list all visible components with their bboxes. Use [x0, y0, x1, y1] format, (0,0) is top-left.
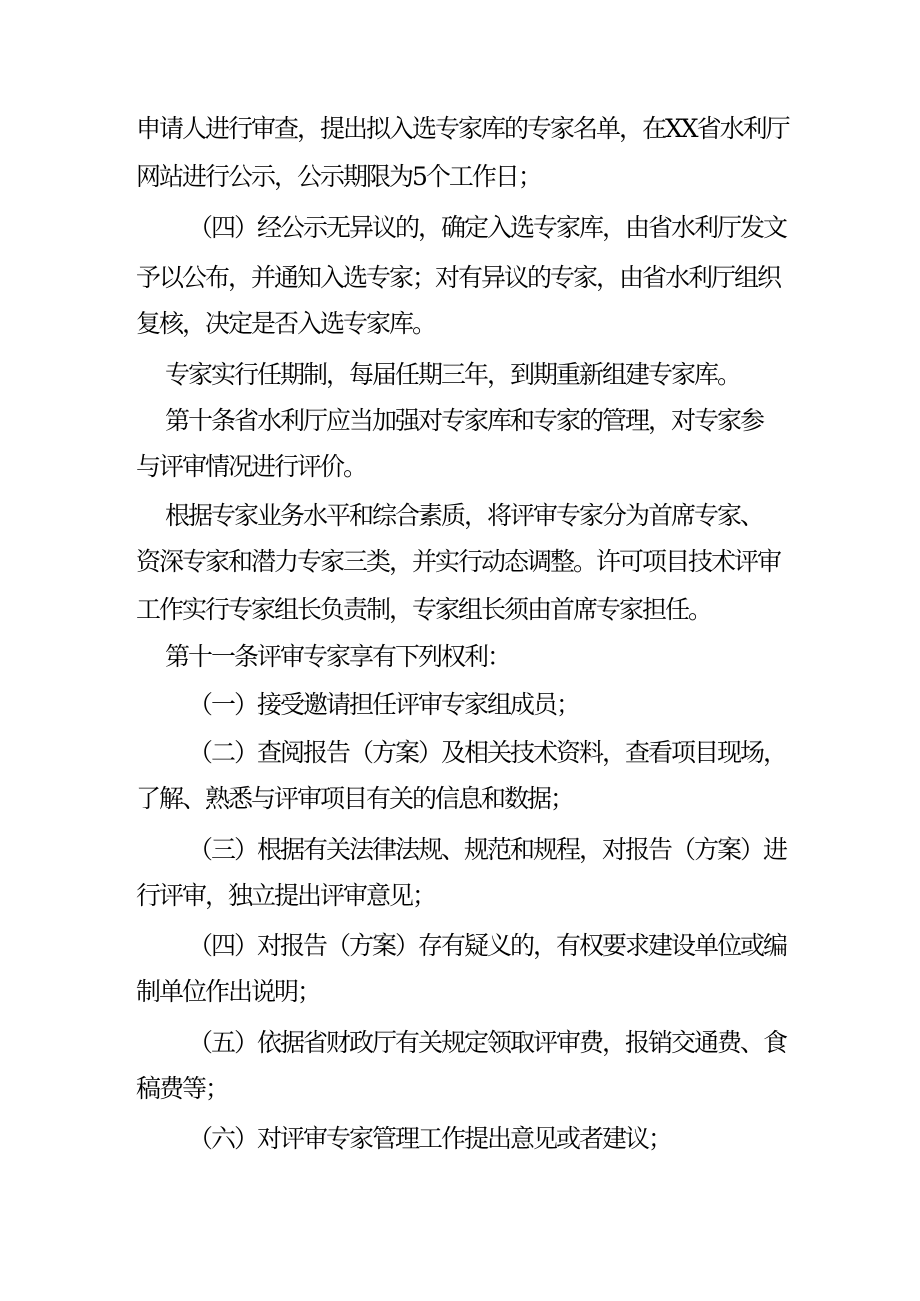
text-line: 制单位作出说明； [136, 977, 321, 1006]
text-line: 第十条省水利厅应当加强对专家库和专家的管理，对专家参 [165, 406, 764, 435]
text-line: 资深专家和潜力专家三类，并实行动态调整。许可项目技术评审 [136, 547, 781, 576]
text-line: （五）依据省财政厅有关规定领取评审费，报销交通费、食 [188, 1028, 787, 1057]
text-line: 与评审情况进行评价。 [136, 452, 367, 481]
text-line: 了解、熟悉与评审项目有关的信息和数据； [136, 784, 574, 813]
text-line: 工作实行专家组长负责制，专家组长须由首席专家担任。 [136, 595, 712, 624]
text-line: 申请人进行审查，提出拟入选专家库的专家名单，在XX省水利厅 [136, 114, 789, 143]
text-line: 根据专家业务水平和综合素质，将评审专家分为首席专家、 [165, 501, 764, 530]
text-line: （三）根据有关法律法规、规范和规程，对报告（方案）进 [188, 835, 787, 864]
text-line: 行评审，独立提出评审意见； [136, 881, 436, 910]
text-line: 复核，决定是否入选专家库。 [136, 309, 436, 338]
text-line: （六）对评审专家管理工作提出意见或者建议； [188, 1124, 672, 1153]
text-line: （四）经公示无异议的，确定入选专家库，由省水利厅发文 [188, 213, 787, 242]
text-line: （一）接受邀请担任评审专家组成员； [188, 690, 580, 719]
text-line: 第十一条评审专家享有下列权利： [165, 642, 511, 671]
text-line: 稿费等； [136, 1074, 229, 1103]
text-line: 网站进行公示，公示期限为5个工作日； [136, 162, 541, 191]
text-line: 予以公布，并通知入选专家；对有异议的专家，由省水利厅组织 [136, 263, 781, 292]
text-line: （二）查阅报告（方案）及相关技术资料，查看项目现场， [188, 738, 787, 767]
text-line: （四）对报告（方案）存有疑义的，有权要求建设单位或编 [188, 931, 787, 960]
text-line: 专家实行任期制，每届任期三年，到期重新组建专家库。 [165, 360, 741, 389]
